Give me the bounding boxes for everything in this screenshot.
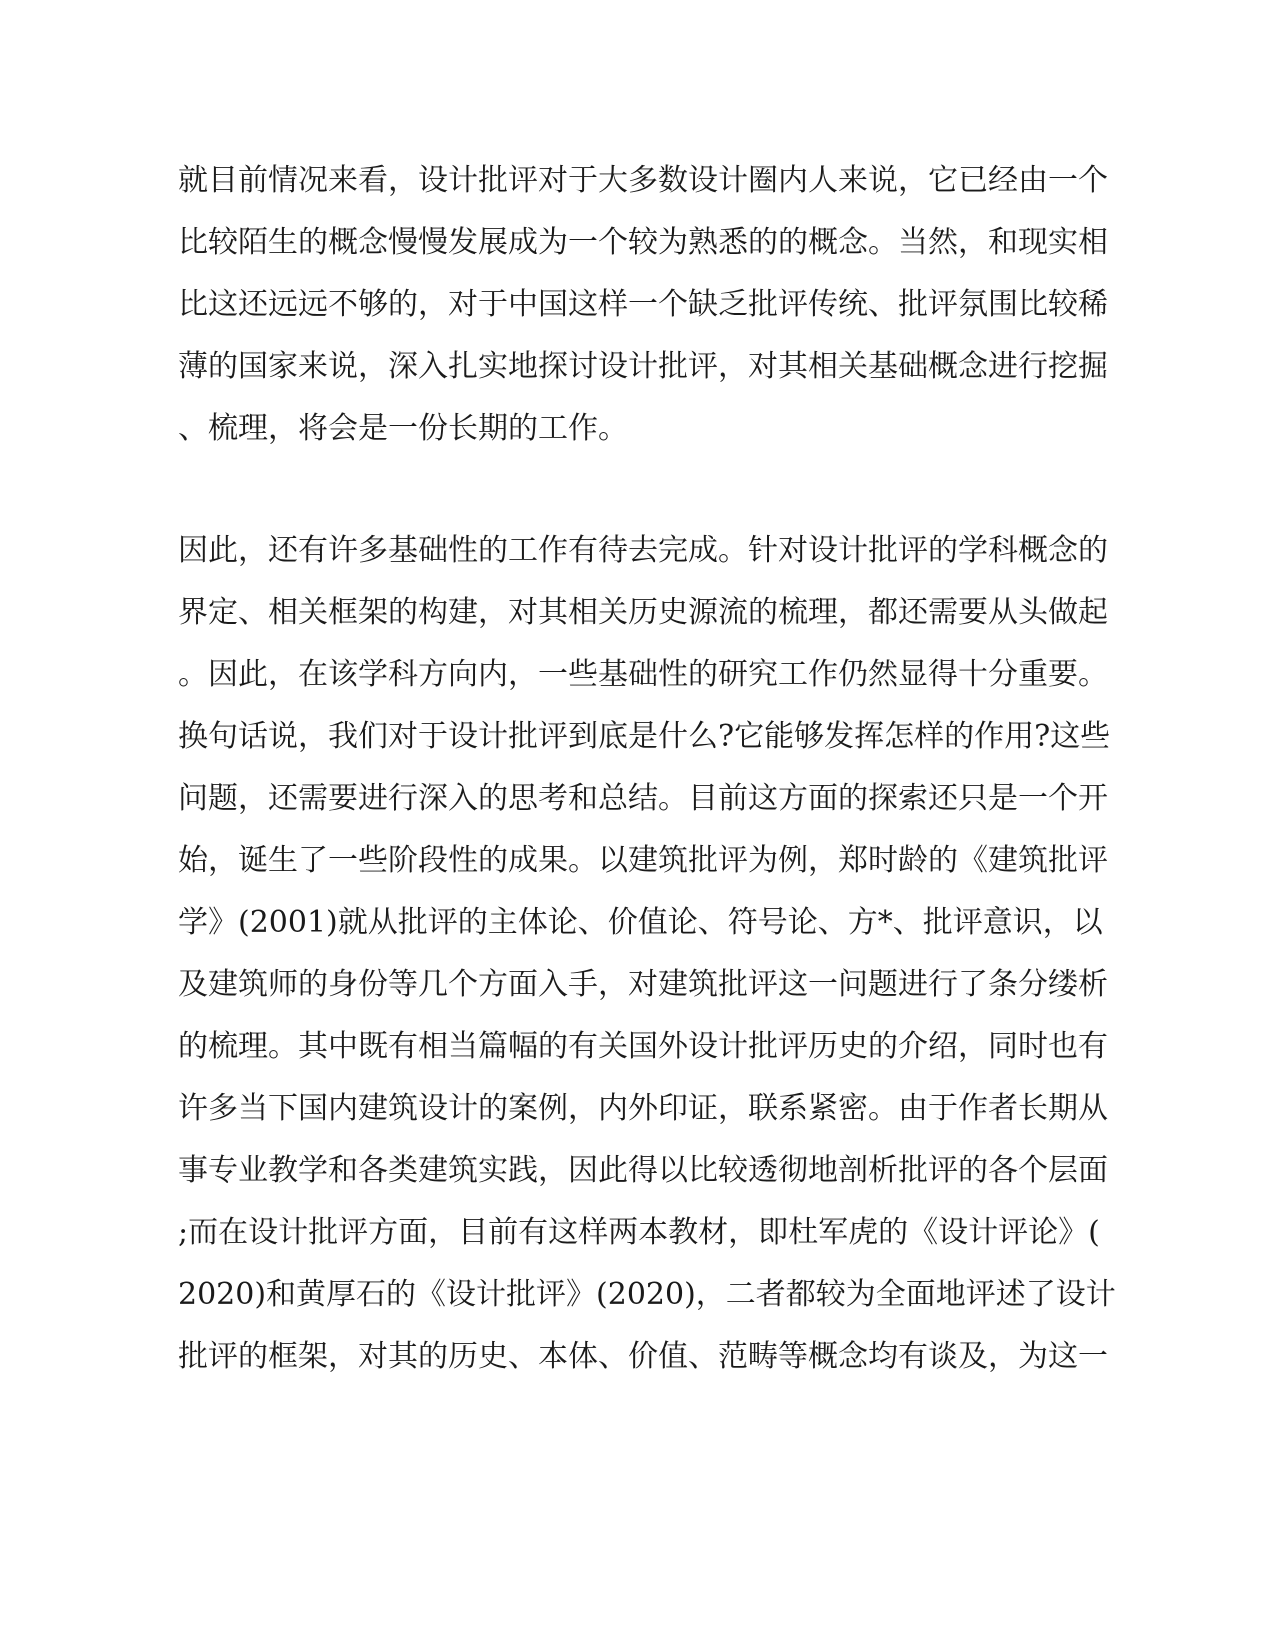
paragraph-2 <box>178 520 1116 1388</box>
text-line: 问题，还需要进行深入的思考和总结。目前这方面的探索还只是一个开 <box>178 781 1108 816</box>
text-line: 的梳理。其中既有相当篇幅的有关国外设计批评历史的介绍，同时也有 <box>178 1029 1108 1064</box>
text-line: 比较陌生的概念慢慢发展成为一个较为熟悉的的概念。当然，和现实相 <box>178 225 1108 260</box>
text-line: 界定、相关框架的构建，对其相关历史源流的梳理，都还需要从头做起 <box>178 595 1108 630</box>
text-line: 及建筑师的身份等几个方面入手，对建筑批评这一问题进行了条分缕析 <box>178 967 1108 1002</box>
text-line: 许多当下国内建筑设计的案例，内外印证，联系紧密。由于作者长期从 <box>178 1091 1108 1126</box>
text-line: 学》(2001)就从批评的主体论、价值论、符号论、方*、批评意识，以 <box>178 905 1103 940</box>
text-line: ;而在设计批评方面，目前有这样两本教材，即杜军虎的《设计评论》( <box>178 1215 1100 1250</box>
text-line: 因此，还有许多基础性的工作有待去完成。针对设计批评的学科概念的 <box>178 533 1108 568</box>
text-line: 始，诞生了一些阶段性的成果。以建筑批评为例，郑时龄的《建筑批评 <box>178 843 1108 878</box>
text-line: 。因此，在该学科方向内，一些基础性的研究工作仍然显得十分重要。 <box>178 657 1108 692</box>
text-line: 批评的框架，对其的历史、本体、价值、范畴等概念均有谈及，为这一 <box>178 1339 1108 1374</box>
text-line: 事专业教学和各类建筑实践，因此得以比较透彻地剖析批评的各个层面 <box>178 1153 1108 1188</box>
text-line: 就目前情况来看，设计批评对于大多数设计圈内人来说，它已经由一个 <box>178 163 1108 198</box>
text-line: 薄的国家来说，深入扎实地探讨设计批评，对其相关基础概念进行挖掘 <box>178 349 1108 384</box>
text-line: 换句话说，我们对于设计批评到底是什么?它能够发挥怎样的作用?这些 <box>178 719 1111 754</box>
paragraph-1 <box>178 150 1108 460</box>
text-line: 、梳理，将会是一份长期的工作。 <box>178 411 628 446</box>
text-line: 2020)和黄厚石的《设计批评》(2020)，二者都较为全面地评述了设计 <box>178 1277 1116 1312</box>
text-line: 比这还远远不够的，对于中国这样一个缺乏批评传统、批评氛围比较稀 <box>178 287 1108 322</box>
